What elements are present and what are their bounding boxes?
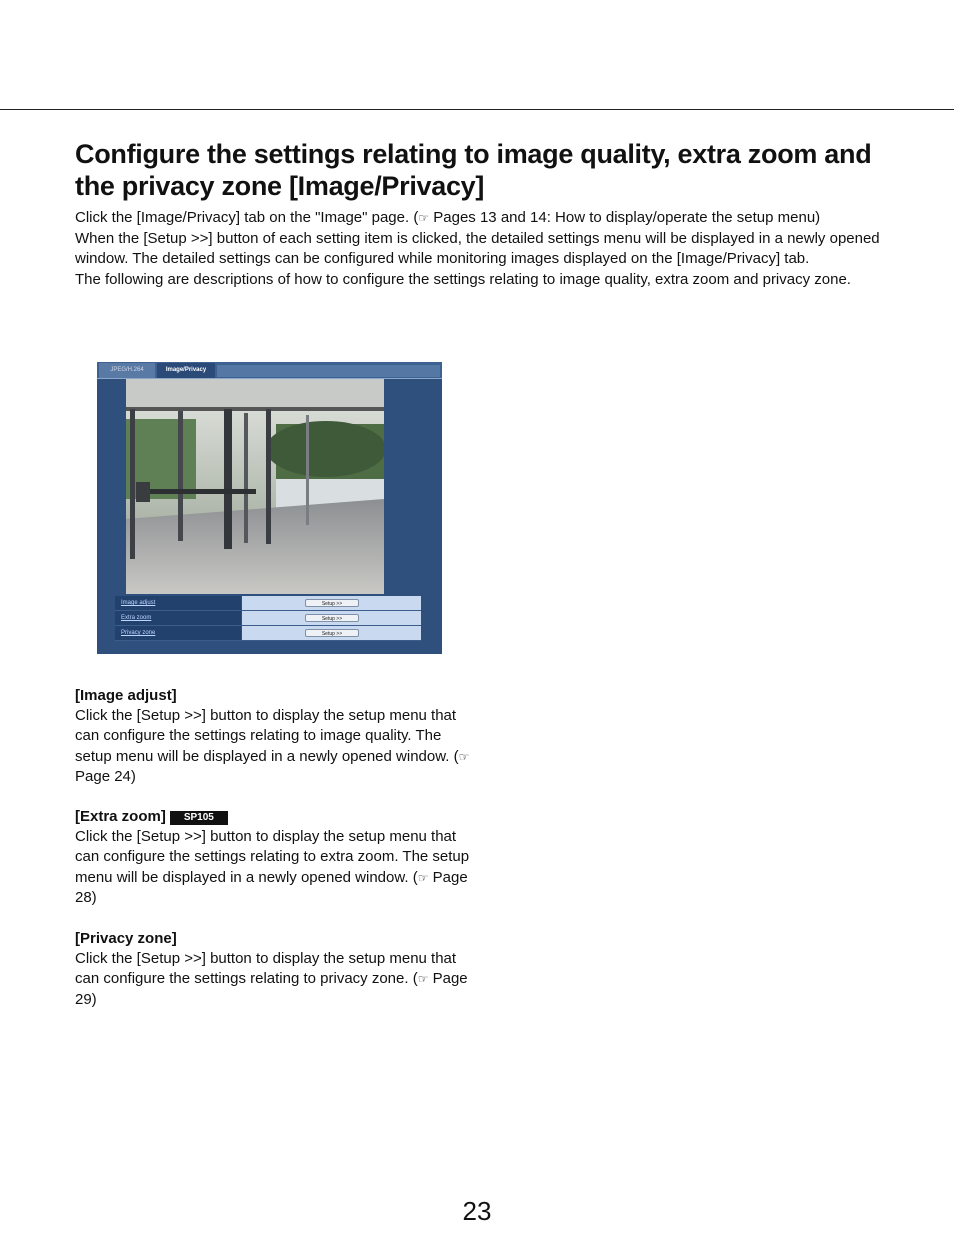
- table-row: [115, 611, 421, 626]
- row-cell: [242, 626, 421, 640]
- tab-bar-fill: [217, 365, 440, 377]
- reference-icon: ☞: [417, 870, 429, 885]
- tab-jpeg-h264[interactable]: JPEG/H.264: [99, 363, 155, 378]
- privacy-zone-setup-button[interactable]: Setup >>: [305, 629, 359, 637]
- intro-paragraph-3: The following are descriptions of how to configure the settings relating to image quality, extra zoom and privacy zone.: [75, 270, 851, 288]
- row-cell: [242, 611, 421, 625]
- top-rule: [0, 109, 954, 110]
- camera-image: [126, 379, 384, 594]
- section-title: [Extra zoom] SP105: [75, 807, 475, 827]
- table-row: [115, 596, 421, 611]
- reference-icon: ☞: [458, 749, 470, 764]
- section-image-adjust: [75, 686, 475, 787]
- section-title: [Image adjust]: [75, 687, 177, 704]
- settings-table: [115, 596, 421, 641]
- tab-image-privacy[interactable]: Image/Privacy: [157, 363, 215, 378]
- image-adjust-link[interactable]: Image adjust: [115, 596, 241, 610]
- model-badge: SP105: [170, 811, 228, 825]
- section-body: Click the [Setup >>] button to display the setup menu that can configure the settings relating to image quality. The setup menu will be displayed in a newly opened window. (☞ Page 24): [75, 707, 470, 785]
- page-number: 23: [462, 1196, 492, 1226]
- image-adjust-setup-button[interactable]: Setup >>: [305, 599, 359, 607]
- section-extra-zoom: [75, 807, 475, 908]
- reference-icon: ☞: [417, 972, 429, 987]
- section-title: [Privacy zone]: [75, 930, 177, 947]
- table-row: [115, 626, 421, 641]
- intro-text: [75, 208, 885, 290]
- tab-bar: [97, 362, 442, 379]
- extra-zoom-link[interactable]: Extra zoom: [115, 611, 241, 625]
- section-body: Click the [Setup >>] button to display the setup menu that can configure the settings relating to privacy zone. (☞ Page 29): [75, 950, 468, 1008]
- privacy-zone-link[interactable]: Privacy zone: [115, 626, 241, 640]
- intro-line-1: Click the [Image/Privacy] tab on the "Image" page. (☞ Pages 13 and 14: How to display/operate the setup menu): [75, 209, 821, 226]
- extra-zoom-setup-button[interactable]: Setup >>: [305, 614, 359, 622]
- page-title: Configure the settings relating to image quality, extra zoom and the privacy zone [Image/Privacy]: [75, 139, 872, 201]
- section-body: Click the [Setup >>] button to display the setup menu that can configure the settings relating to extra zoom. The setup menu will be displayed in a newly opened window. (☞ Page 28): [75, 828, 470, 906]
- reference-icon: ☞: [418, 211, 430, 225]
- intro-paragraph-2: When the [Setup >>] button of each setting item is clicked, the detailed settings menu will be displayed in a newly opened window. The detailed settings can be configured while monitoring images displayed on the [Image/Privacy] tab.: [75, 229, 880, 267]
- section-privacy-zone: [75, 929, 475, 1010]
- image-privacy-screenshot: [97, 362, 442, 654]
- row-cell: [242, 596, 421, 610]
